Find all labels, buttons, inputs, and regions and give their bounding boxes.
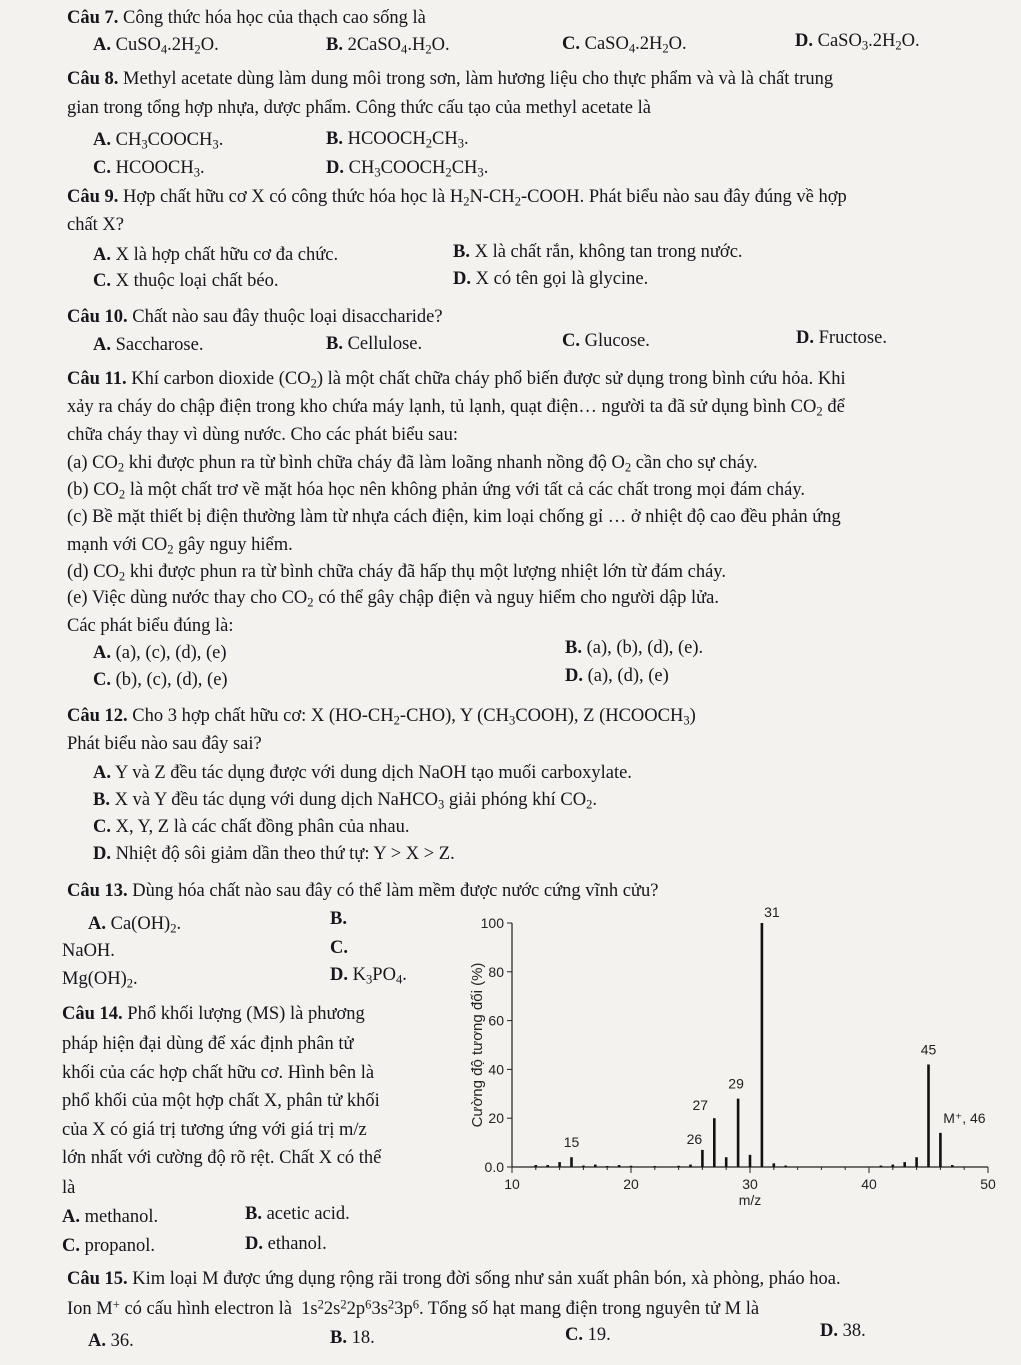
option-letter: B. <box>565 638 582 658</box>
question-11-statement-d: (d) $CO_2$ khi được phun ra từ bình chữa cháy đã hấp thụ một lượng nhiệt lớn từ đám cháy. <box>67 562 726 584</box>
option-text: $CaSO_4.2H_2O$. <box>584 34 687 56</box>
question-13-option-b-text[interactable]: NaOH. <box>62 941 115 961</box>
option-text: methanol. <box>84 1207 159 1227</box>
question-11-statement-a: (a) $CO_2$ khi được phun ra từ bình chữa cháy đã làm loãng nhanh nồng độ $O_2$ cần cho sự cháy. <box>67 453 758 475</box>
question-14-option-a[interactable] <box>62 1206 158 1228</box>
peak-label-29: 29 <box>728 1075 744 1092</box>
question-11-label: Câu 11. <box>67 369 127 389</box>
question-14-stem-line-5: của X có giá trị tương ứng với giá trị m/z <box>62 1120 367 1140</box>
question-11-statement-b: (b) $CO_2$ là một chất trơ về mặt hóa học nên không phản ứng với tất cả các chất trong mọi đám cháy. <box>67 480 805 502</box>
option-letter: C. <box>565 1325 583 1345</box>
question-9-stem-line-1: Hợp chất hữu cơ X có công thức hóa học là $H_2N-CH_2$-COOH. Phát biểu nào sau đây đúng về hợp <box>123 187 847 209</box>
question-11-option-b[interactable] <box>565 637 703 659</box>
question-7-option-d[interactable] <box>795 30 920 52</box>
question-10-option-b[interactable] <box>326 333 422 355</box>
option-letter: D. <box>565 666 583 686</box>
option-letter: C. <box>562 34 580 54</box>
question-9-option-c[interactable] <box>93 270 278 292</box>
question-14-stem-line-4: phổ khối của một hợp chất X, phân tử khối <box>62 1091 380 1111</box>
question-13-option-c-text[interactable]: $Mg(OH)_2$. <box>62 969 138 991</box>
question-11-stem-line-1: Khí carbon dioxide $(CO_2)$ là một chất chữa cháy phổ biến được sử dụng trong bình cứu hỏa. Khi <box>131 369 846 391</box>
option-text: Fructose. <box>818 328 887 348</box>
option-text: Nhiệt độ sôi giảm dần theo thứ tự: Y > X > Z. <box>115 844 455 864</box>
option-letter: D. <box>93 844 111 864</box>
question-15 <box>67 1268 841 1290</box>
question-11-stem-line-2: xảy ra cháy do chập điện trong kho chứa máy lạnh, tủ lạnh, quạt điện… người ta đã sử dụng bình $CO_2$ để <box>67 397 845 419</box>
question-15-electron-config: $1s^22s^22p^63s^23p^6$ <box>301 1297 420 1319</box>
option-letter: B. <box>245 1204 262 1224</box>
option-text: $HCOOCH_3$. <box>115 158 205 180</box>
option-letter: A. <box>88 1331 106 1351</box>
question-14-stem-line-6: lớn nhất với cường độ rõ rệt. Chất X có thể <box>62 1148 382 1168</box>
option-text: (a), (b), (d), (e). <box>586 638 704 658</box>
question-15-label: Câu 15. <box>67 1269 128 1289</box>
option-text: Saccharose. <box>115 335 204 355</box>
option-text: $2CaSO_4.H_2O$. <box>347 35 450 57</box>
question-14-label: Câu 14. <box>62 1004 123 1024</box>
option-letter: C. <box>562 331 580 351</box>
question-11-statement-e: (e) Việc dùng nước thay cho $CO_2$ có thể gây chập điện và nguy hiểm cho người dập lửa. <box>67 588 719 610</box>
y-tick-label: 80 <box>488 963 504 980</box>
peak-label-31: 31 <box>764 905 780 920</box>
mass-spectrum-svg <box>470 905 1015 1215</box>
question-7-option-a[interactable] <box>93 34 219 56</box>
question-7 <box>67 7 426 29</box>
option-text: X là chất rắn, không tan trong nước. <box>474 242 743 262</box>
option-letter: C. <box>93 817 111 837</box>
option-text: $HCOOCH_2CH_3$. <box>347 129 469 151</box>
question-13-stem: Dùng hóa chất nào sau đây có thể làm mềm được nước cứng vĩnh cửu? <box>132 881 659 901</box>
x-axis-label: m/z <box>738 1192 762 1208</box>
option-text: X có tên gọi là glycine. <box>475 269 649 289</box>
y-tick-label: 20 <box>488 1110 504 1127</box>
option-text: $CuSO_4.2H_2O$. <box>115 35 219 57</box>
question-8-stem-line-2: gian trong tổng hợp nhựa, dược phẩm. Công thức cấu tạo của methyl acetate là <box>67 98 651 118</box>
question-15-option-d[interactable] <box>820 1320 866 1342</box>
option-letter: A. <box>93 643 111 663</box>
question-14-stem-line-7: là <box>62 1178 76 1198</box>
option-letter: A. <box>93 130 111 150</box>
question-15-stem-line-2 <box>67 1298 759 1320</box>
question-15-ion-text: Ion M+ có cấu hình electron là <box>67 1297 292 1319</box>
question-13-option-b-letter[interactable]: B. <box>330 909 347 929</box>
question-9-stem-line-2: chất X? <box>67 215 125 235</box>
option-text: (a), (c), (d), (e) <box>115 643 227 663</box>
question-10-option-d[interactable] <box>796 327 887 349</box>
option-letter: D. <box>453 269 471 289</box>
question-12-prompt: Phát biểu nào sau đây sai? <box>67 734 262 754</box>
question-14-option-b[interactable] <box>245 1203 350 1225</box>
option-letter: B. <box>330 1328 347 1348</box>
option-text: $CH_3COOCH_2CH_3$. <box>348 158 489 180</box>
option-letter: D. <box>330 965 348 985</box>
question-14-stem-line-1: Phổ khối lượng (MS) là phương <box>127 1004 365 1024</box>
question-11-option-d[interactable] <box>565 665 669 687</box>
question-10-option-a[interactable] <box>93 334 203 356</box>
option-text: 38. <box>842 1321 866 1341</box>
question-13-option-a[interactable] <box>88 913 181 935</box>
option-text: X, Y, Z là các chất đồng phân của nhau. <box>115 817 410 837</box>
option-text: $Ca(OH)_2$. <box>110 914 182 936</box>
chart-labels <box>564 905 986 1150</box>
question-7-stem: Công thức hóa học của thạch cao sống là <box>123 8 426 28</box>
option-text: $CH_3COOCH_3$. <box>115 130 224 152</box>
option-letter: D. <box>326 158 344 178</box>
option-letter: A. <box>93 763 111 783</box>
option-letter: D. <box>796 328 814 348</box>
option-letter: D. <box>795 31 813 51</box>
option-letter: B. <box>93 790 110 810</box>
question-11-option-c[interactable] <box>93 669 228 691</box>
y-tick-label: 60 <box>488 1012 504 1029</box>
option-letter: B. <box>326 129 343 149</box>
question-11-prompt: Các phát biểu đúng là: <box>67 616 234 636</box>
option-text: (a), (d), (e) <box>587 666 669 686</box>
question-11-option-a[interactable] <box>93 642 227 664</box>
option-text: ethanol. <box>267 1234 327 1254</box>
question-11-statement-c-line-1: (c) Bề mặt thiết bị điện thường làm từ nhựa cách điện, kim loại chống gỉ … ở nhiệt độ cao đều phản ứng <box>67 507 841 527</box>
question-8-option-b[interactable] <box>326 128 469 150</box>
question-13-option-c-letter[interactable]: C. <box>330 938 348 958</box>
question-8-label: Câu 8. <box>67 69 119 89</box>
option-letter: A. <box>93 245 111 265</box>
peak-label-45: 45 <box>920 1041 937 1058</box>
option-letter: C. <box>93 158 111 178</box>
option-letter: B. <box>326 334 343 354</box>
x-tick-label: 10 <box>504 1176 520 1192</box>
option-text: 18. <box>351 1328 375 1348</box>
question-8-stem-line-1: Methyl acetate dùng làm dung môi trong sơn, làm hương liệu cho thực phẩm và và là chất trung <box>123 69 834 89</box>
question-12-option-b[interactable] <box>93 789 597 811</box>
option-letter: B. <box>326 35 343 55</box>
question-11-statement-c-line-2: mạnh với $CO_2$ gây nguy hiểm. <box>67 535 293 557</box>
question-7-option-c[interactable] <box>562 33 687 55</box>
option-text: X thuộc loại chất béo. <box>115 271 279 291</box>
question-9-option-b[interactable] <box>453 241 743 263</box>
option-text: Glucose. <box>584 331 650 351</box>
option-text: 19. <box>587 1325 611 1345</box>
question-10-stem: Chất nào sau đây thuộc loại disaccharide? <box>132 307 443 327</box>
question-9-option-a[interactable] <box>93 244 338 266</box>
option-letter: D. <box>820 1321 838 1341</box>
option-letter: A. <box>62 1207 80 1227</box>
question-10-label: Câu 10. <box>67 307 128 327</box>
option-letter: A. <box>93 335 111 355</box>
question-15-stem-line-1: Kim loại M được ứng dụng rộng rãi trong đời sống như sản xuất phân bón, xà phòng, pháo hoa. <box>132 1269 841 1289</box>
option-text: acetic acid. <box>266 1204 350 1224</box>
peak-label-27: 27 <box>692 1097 709 1114</box>
question-9-option-d[interactable] <box>453 268 648 290</box>
option-text: X và Y đều tác dụng với dung dịch NaHCO$_3$ giải phóng khí $CO_2$. <box>114 790 598 812</box>
question-11-stem-line-3: chữa cháy thay vì dùng nước. Cho các phát biểu sau: <box>67 425 458 445</box>
question-15-tail: . Tổng số hạt mang điện trong nguyên tử M là <box>419 1299 760 1319</box>
option-text: X là hợp chất hữu cơ đa chức. <box>115 245 339 265</box>
question-12 <box>67 705 696 727</box>
x-tick-label: 30 <box>742 1176 758 1192</box>
question-14-option-d[interactable] <box>245 1233 327 1255</box>
question-8-option-a[interactable] <box>93 129 223 151</box>
option-letter: B. <box>453 242 470 262</box>
question-8 <box>67 68 833 90</box>
y-tick-label: 100 <box>480 915 504 931</box>
x-tick-label: 20 <box>623 1176 639 1192</box>
question-7-option-b[interactable] <box>326 34 450 56</box>
mass-spectrum-chart <box>470 905 1015 1215</box>
option-text: (b), (c), (d), (e) <box>115 670 228 690</box>
question-12-option-a[interactable] <box>93 762 632 784</box>
question-7-label: Câu 7. <box>67 8 119 28</box>
option-letter: C. <box>93 271 111 291</box>
option-text: $CaSO_3.2H_2O$. <box>817 31 920 53</box>
question-15-option-a[interactable] <box>88 1330 134 1352</box>
question-15-option-c[interactable] <box>565 1324 611 1346</box>
option-letter: A. <box>93 35 111 55</box>
option-text: Y và Z đều tác dụng được với dung dịch NaOH tạo muối carboxylate. <box>114 763 632 783</box>
y-tick-label: 40 <box>488 1061 504 1078</box>
x-tick-label: 40 <box>861 1176 877 1192</box>
question-9 <box>67 186 847 208</box>
question-13-label: Câu 13. <box>67 881 128 901</box>
question-15-option-b[interactable] <box>330 1327 375 1349</box>
y-axis-label: Cường độ tương đối (%) <box>470 962 486 1128</box>
question-12-option-d[interactable] <box>93 843 455 865</box>
option-text: Cellulose. <box>347 334 423 354</box>
option-text: $K_3PO_4$. <box>352 965 407 987</box>
question-12-option-c[interactable] <box>93 816 409 838</box>
question-12-label: Câu 12. <box>67 706 128 726</box>
option-text: propanol. <box>84 1236 156 1256</box>
question-8-option-d[interactable] <box>326 157 488 179</box>
x-tick-label: 50 <box>980 1176 996 1192</box>
question-9-label: Câu 9. <box>67 187 119 207</box>
question-13-option-d[interactable] <box>330 964 407 986</box>
question-14-option-c[interactable] <box>62 1235 155 1257</box>
question-12-stem: Cho 3 hợp chất hữu cơ: X $(HO-CH_2-CHO)$, Y $(CH_3COOH)$, Z $(HCOOCH_3)$ <box>132 706 696 728</box>
question-14-stem-line-2: pháp hiện đại dùng để xác định phân tử <box>62 1034 354 1054</box>
question-10 <box>67 306 443 328</box>
option-letter: A. <box>88 914 106 934</box>
peak-label-46: M⁺, 46 <box>943 1109 986 1126</box>
question-11 <box>67 368 846 390</box>
question-14 <box>62 1003 365 1025</box>
peak-label-15: 15 <box>563 1134 580 1151</box>
option-letter: C. <box>93 670 111 690</box>
question-8-option-c[interactable] <box>93 157 205 179</box>
option-letter: C. <box>62 1236 80 1256</box>
option-text: 36. <box>110 1331 134 1351</box>
peak-label-26: 26 <box>686 1130 703 1147</box>
y-tick-label: 0.0 <box>484 1159 504 1175</box>
question-10-option-c[interactable] <box>562 330 650 352</box>
question-13 <box>67 880 658 902</box>
chart-bars <box>536 923 953 1167</box>
option-letter: D. <box>245 1234 263 1254</box>
question-14-stem-line-3: khối của các hợp chất hữu cơ. Hình bên là <box>62 1063 375 1083</box>
